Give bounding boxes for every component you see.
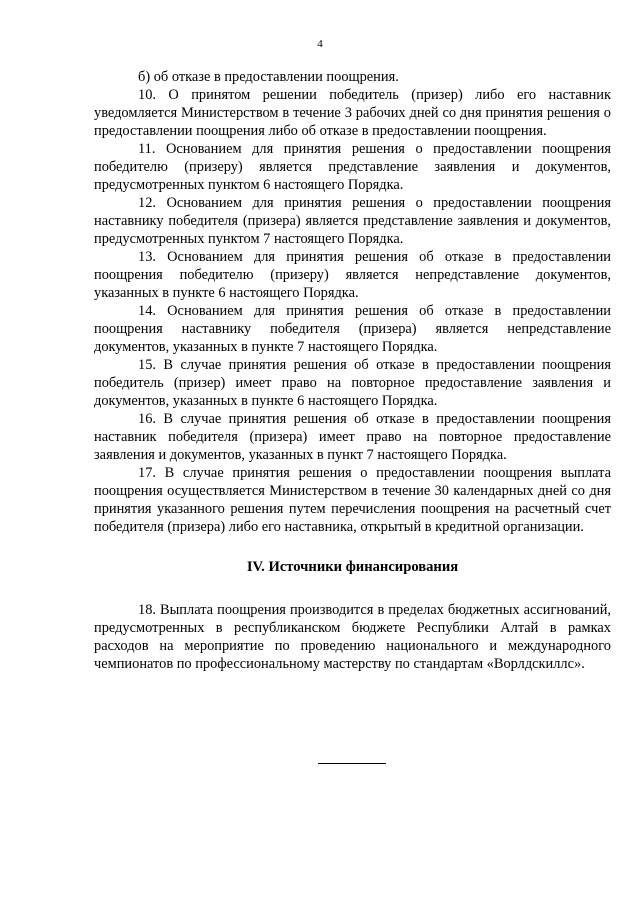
paragraph-11: 11. Основанием для принятия решения о предоставлении поощрения победителю (призеру) является представление заявления и документов, предусмотренных пунктом 6 настоящего Порядка. bbox=[94, 141, 611, 193]
section-heading: IV. Источники финансирования bbox=[246, 559, 459, 575]
paragraph-14: 14. Основанием для принятия решения об отказе в предоставлении поощрения наставнику победителя (призера) является непредставление документов, указанных в пункте 7 настоящего Порядка. bbox=[94, 303, 611, 355]
document-body bbox=[94, 68, 611, 673]
paragraph-17: 17. В случае принятия решения о предоставлении поощрения выплата поощрения осуществляется Министерством в течение 30 календарных дней со дня принятия указанного решения путем перечисления поощрения на расчетный счет победителя (призера) либо его наставника, открытый в кредитной организации. bbox=[94, 465, 611, 535]
paragraph-subitem-b: б) об отказе в предоставлении поощрения. bbox=[138, 69, 399, 85]
paragraph-10: 10. О принятом решении победитель (призер) либо его наставник уведомляется Министерством в течение 3 рабочих дней со дня принятия решения о предоставлении поощрения либо об отказе в предоставлении поощрения. bbox=[94, 87, 611, 139]
page-number: 4 bbox=[317, 38, 323, 50]
paragraph-15: 15. В случае принятия решения об отказе в предоставлении поощрения победитель (призер) имеет право на повторное предоставление заявления и документов, указанных в пункте 6 настоящего Порядка. bbox=[94, 357, 611, 409]
paragraph-12: 12. Основанием для принятия решения о предоставлении поощрения наставнику победителя (призера) является представление заявления и документов, предусмотренных пунктом 7 настоящего Порядка. bbox=[94, 195, 611, 247]
paragraph-13: 13. Основанием для принятия решения об отказе в предоставлении поощрения победителю (призеру) является непредставление документов, указанных в пункте 6 настоящего Порядка. bbox=[94, 249, 611, 301]
paragraph-18: 18. Выплата поощрения производится в пределах бюджетных ассигнований, предусмотренных в республиканском бюджете Республики Алтай в рамках расходов на мероприятие по проведению национального и международного чемпионатов по профессиональному мастерству по стандартам «Ворлдскиллс». bbox=[94, 602, 611, 672]
end-divider bbox=[318, 763, 386, 764]
paragraph-16: 16. В случае принятия решения об отказе в предоставлении поощрения наставник победителя (призера) имеет право на повторное предоставление заявления и документов, указанных в пункт 7 настоящего Порядка. bbox=[94, 411, 611, 463]
